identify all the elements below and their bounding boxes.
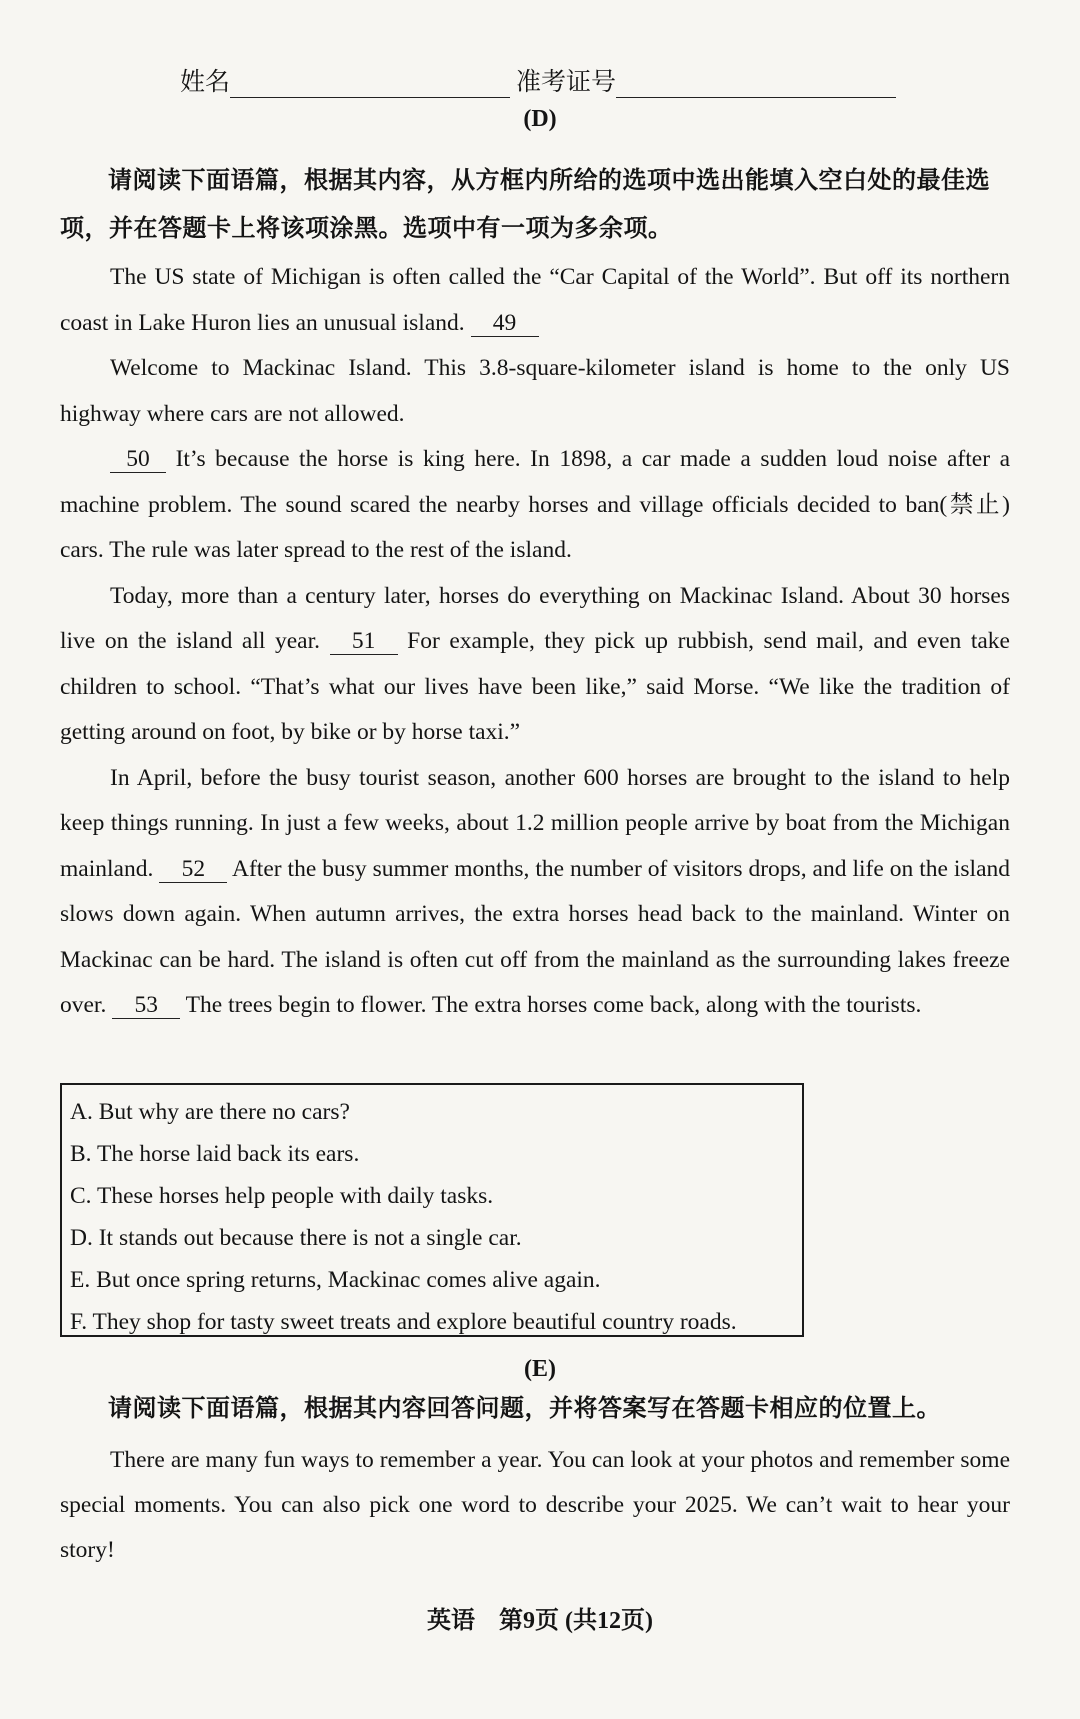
paragraph-5 — [60, 756, 1010, 1029]
section-e-instruction-text: 请阅读下面语篇，根据其内容回答问题，并将答案写在答题卡相应的位置上。 — [108, 1394, 941, 1422]
option-f: F. They shop for tasty sweet treats and explore beautiful country roads. — [70, 1309, 737, 1335]
exam-id-blank — [616, 71, 896, 98]
section-e-title: (E) — [524, 1356, 556, 1382]
section-e-instruction — [60, 1384, 1010, 1432]
section-d-instruction — [60, 156, 1010, 252]
page-footer: 英语 第9页 (共12页) — [427, 1608, 653, 1634]
paragraph-5-before: In April, before the busy tourist season, another 600 horses are brought to the island to help keep things running. In just a few weeks, about 1.2 million people arrive by boat from the Michigan mainland. — [60, 764, 1010, 882]
instruction-line-2: 项，并在答题卡上将该项涂黑。选项中有一项为多余项。 — [60, 214, 673, 242]
paragraph-1-text: The US state of Michigan is often called the “Car Capital of the World”. But off its northern coast in Lake Huron lies an unusual island. — [60, 264, 1010, 336]
section-d-title: (D) — [523, 106, 557, 132]
options-box — [60, 1083, 804, 1337]
paragraph-2: Welcome to Mackinac Island. This 3.8-square-kilometer island is home to the only US highway where cars are not allowed. — [60, 355, 1010, 427]
name-blank — [230, 71, 510, 98]
paragraph-5-middle: After the busy summer months, the number of visitors drops, and life on the island slows down again. When autumn arrives, the extra horses head back to the mainland. Winter on Mackinac can be hard. The island is often cut off from the mainland as the surrounding lakes freeze over. — [60, 855, 1011, 1018]
name-label: 姓名 — [180, 69, 231, 96]
candidate-info-header — [180, 62, 896, 98]
exam-id-label: 准考证号 — [516, 69, 617, 96]
option-b: B. The horse laid back its ears. — [70, 1141, 360, 1167]
paragraph-3 — [60, 437, 1010, 574]
section-e-passage — [60, 1438, 1010, 1573]
blank-52: 52 — [159, 856, 227, 883]
paragraph-3-text: It’s because the horse is king here. In 1898, a car made a sudden loud noise after a machine problem. The sound scared the nearby horses and village officials decided to ban(禁止) cars. The rule was later spread to the rest of the island. — [60, 446, 1011, 563]
section-e-paragraph: There are many fun ways to remember a year. You can look at your photos and remember some special moments. You can also pick one word to describe your 2025. We can’t wait to hear your story! — [60, 1447, 1010, 1563]
option-c: C. These horses help people with daily tasks. — [70, 1183, 494, 1209]
paragraph-4 — [60, 574, 1010, 756]
blank-53: 53 — [112, 992, 180, 1019]
instruction-line-1: 请阅读下面语篇，根据其内容，从方框内所给的选项中选出能填入空白处的最佳选 — [108, 166, 990, 194]
blank-49: 49 — [471, 310, 539, 337]
blank-51: 51 — [330, 628, 398, 655]
paragraph-4-after: For example, they pick up rubbish, send mail, and even take children to school. “That’s what our lives have been like,” said Morse. “We like the tradition of getting around on foot, by bike or by horse taxi.” — [60, 628, 1010, 745]
option-e: E. But once spring returns, Mackinac comes alive again. — [70, 1267, 601, 1293]
paragraph-4-before: Today, more than a century later, horses do everything on Mackinac Island. About 30 horses live on the island all year. — [60, 582, 1010, 654]
option-d: D. It stands out because there is not a single car. — [70, 1225, 522, 1251]
blank-50: 50 — [110, 446, 166, 473]
option-a: A. But why are there no cars? — [70, 1099, 350, 1125]
paragraph-5-after: The trees begin to flower. The extra horses come back, along with the tourists. — [185, 992, 922, 1018]
paragraph-1 — [60, 255, 1010, 346]
section-d-passage — [60, 255, 1010, 1029]
